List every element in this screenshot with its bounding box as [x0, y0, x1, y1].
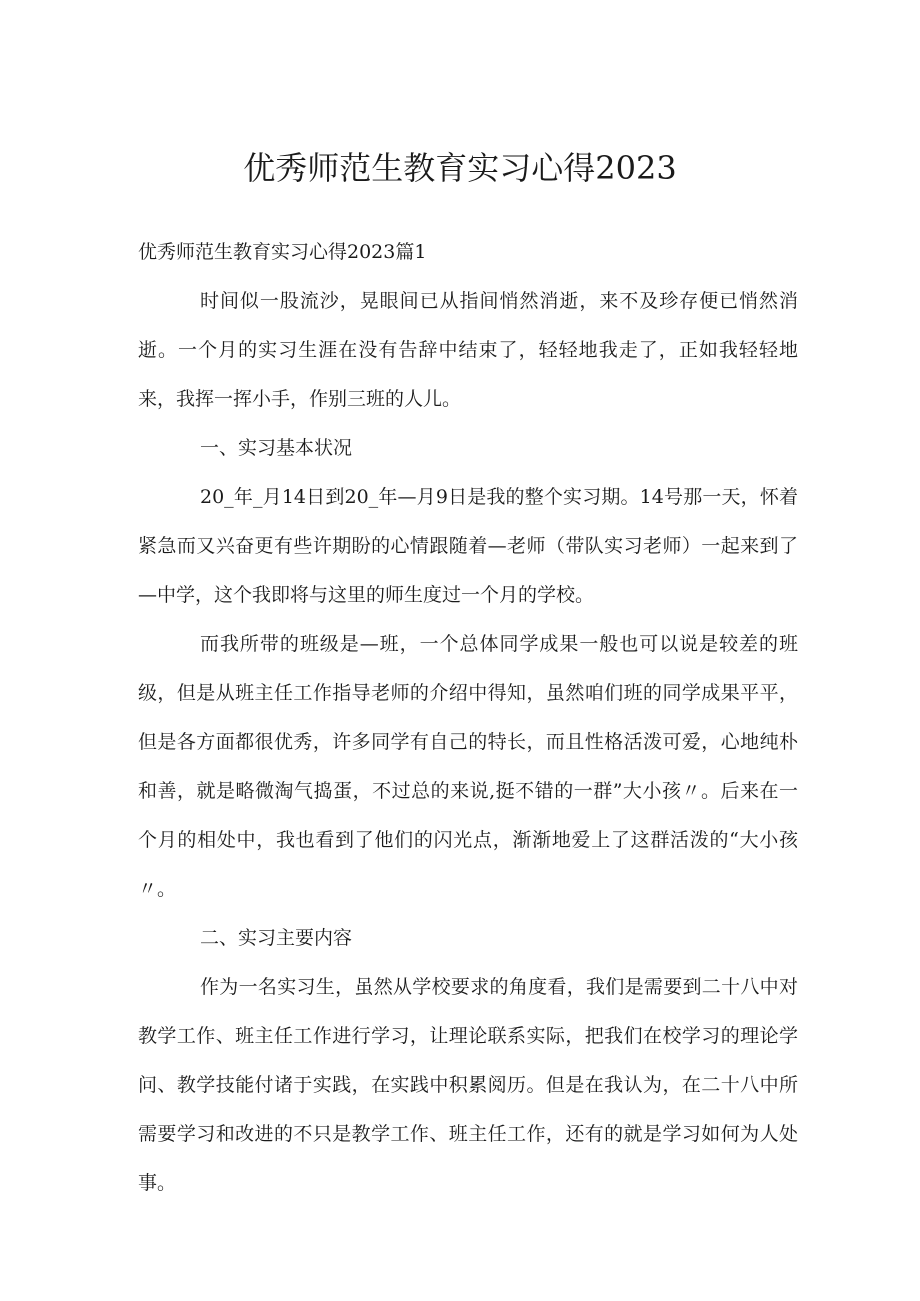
document-title: 优秀师范生教育实习心得2023: [243, 149, 677, 187]
document-subtitle: 优秀师范生教育实习心得2023篇1: [138, 241, 427, 263]
paragraph-intro: 时间似一股流沙，晃眼间已从指间悄然消逝，来不及珍存便已悄然消逝。一个月的实习生涯在没有告辞中结束了，轻轻地我走了，正如我轻轻地来，我挥一挥小手，作别三班的人儿。: [138, 290, 798, 410]
document-body: [138, 228, 798, 1208]
paragraph-class: 而我所带的班级是—班，一个总体同学成果一般也可以说是较差的班级，但是从班主任工作指导老师的介绍中得知，虽然咱们班的同学成果平平，但是各方面都很优秀，许多同学有自己的特长，而且性格活泼可爱，心地纯朴和善，就是略微淘气捣蛋，不过总的来说,挺不错的一群”大小孩〃。后来在一个月的相处中，我也看到了他们的闪光点，渐渐地爱上了这群活泼的“大小孩〃。: [138, 633, 798, 900]
paragraph-period: 20_年_月14日到20_年—月9日是我的整个实习期。14号那一天，怀着紧急而又兴奋更有些许期盼的心情跟随着—老师（带队实习老师）一起来到了—中学，这个我即将与这里的师生度过一个月的学校。: [138, 486, 798, 606]
section-heading-2: 二、实习主要内容: [200, 927, 353, 949]
paragraph-content: 作为一名实习生，虽然从学校要求的角度看，我们是需要到二十八中对教学工作、班主任工作进行学习，让理论联系实际，把我们在校学习的理论学问、教学技能付诸于实践，在实践中积累阅历。但是在我认为，在二十八中所需要学习和改进的不只是教学工作、班主任工作，还有的就是学习如何为人处事。: [138, 976, 798, 1194]
section-heading-1: 一、实习基本状况: [200, 437, 353, 459]
